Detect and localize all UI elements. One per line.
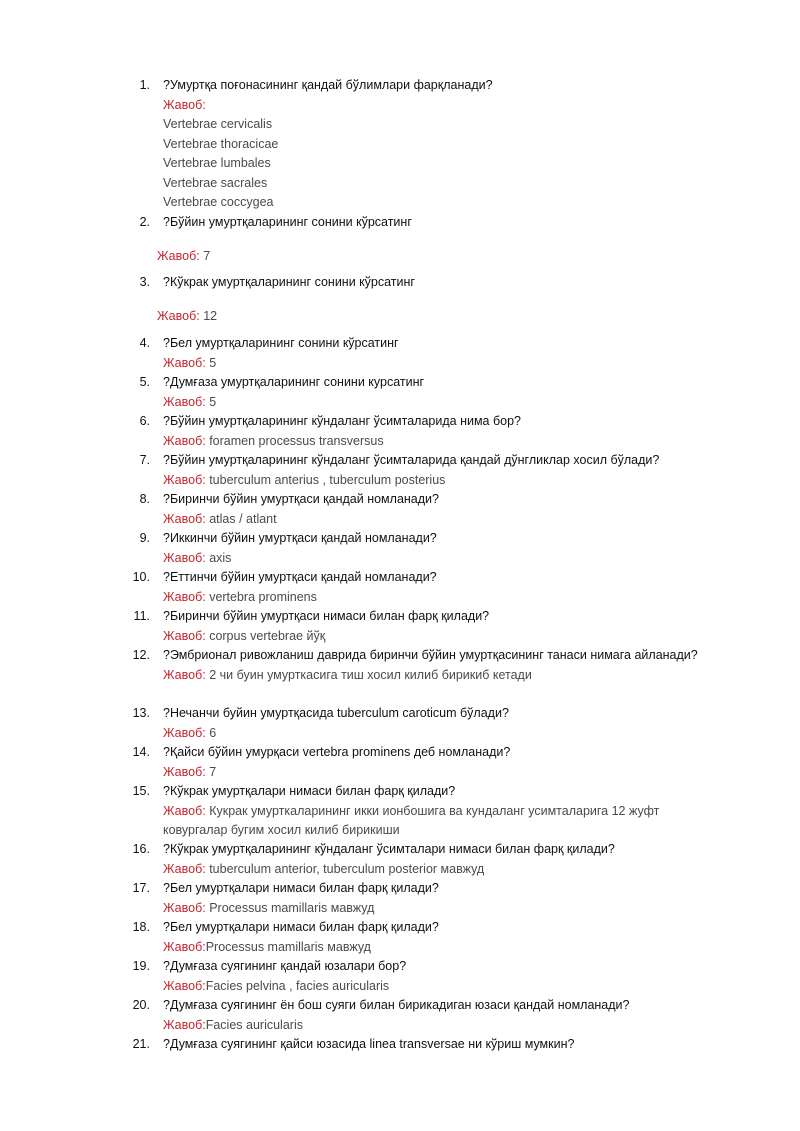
question-text: ?Бел умуртқаларининг сонини кўрсатинг — [163, 336, 399, 350]
question-body — [157, 213, 723, 266]
answer-line — [163, 802, 723, 841]
answer-value: vertebra prominens — [205, 589, 317, 604]
answer-line — [157, 247, 723, 267]
question-text: ?Биринчи бўйин умуртқаси қандай номланади? — [163, 492, 439, 506]
answer-line — [163, 627, 723, 647]
question-text: ?Иккинчи бўйин умуртқаси қандай номланади? — [163, 531, 437, 545]
answer-label: Жавоб: — [163, 433, 206, 448]
question-body — [163, 782, 723, 841]
question-body — [163, 957, 723, 996]
question-number: 15. — [132, 784, 150, 798]
question-body — [163, 840, 723, 879]
question-body — [163, 646, 723, 685]
answer-label: Жавоб: — [163, 939, 206, 954]
answer-value: tuberculum anterius , tuberculum posterius — [205, 472, 446, 487]
answer-value: 12 — [199, 308, 218, 323]
answer-label: Жавоб: — [163, 589, 206, 604]
question-text: ?Биринчи бўйин умуртқаси нимаси билан фарқ қилади? — [163, 609, 490, 623]
question-number: 16. — [132, 842, 150, 856]
question-body — [163, 704, 723, 743]
question-text: ?Кўкрак умуртқаларининг кўндаланг ўсимталари нимаси билан фарқ қилади? — [163, 842, 615, 856]
question-body — [163, 373, 723, 412]
question-number: 13. — [132, 706, 150, 720]
answer-value: 5 — [205, 394, 217, 409]
answer-line — [163, 666, 723, 686]
question-text: ?Қайси бўйин умурқаси vertebra prominens деб номланади? — [163, 745, 511, 759]
question-number: 11. — [133, 609, 150, 623]
answer-value: Processus mamillaris мавжуд — [205, 939, 371, 954]
answer-line — [163, 763, 723, 783]
question-number: 14. — [132, 745, 150, 759]
question-number: 17. — [132, 881, 150, 895]
question-text: ?Думғаза умуртқаларининг сонини курсатинг — [163, 375, 425, 389]
answer-value: corpus vertebrae йўқ — [205, 628, 326, 643]
answer-label: Жавоб: — [163, 355, 206, 370]
question-body — [163, 529, 723, 568]
answer-list-item: Vertebrae thoracicae — [163, 136, 279, 151]
answer-list-item: Vertebrae cervicalis — [163, 117, 273, 131]
answer-value: Facies auricularis — [205, 1017, 303, 1032]
question-text: ?Кўкрак умуртқалари нимаси билан фарқ қилади? — [163, 784, 456, 798]
question-number: 7. — [139, 453, 150, 467]
answer-label: Жавоб: — [163, 472, 206, 487]
question-text: ?Нечанчи буйин умуртқасида tuberculum caroticum бўлади? — [163, 706, 509, 720]
answer-label: Жавоб: — [163, 861, 206, 876]
answer-line — [163, 354, 723, 374]
question-body — [163, 1035, 723, 1055]
question-body — [163, 918, 723, 957]
answer-list-item: Vertebrae lumbales — [163, 156, 271, 170]
question-text: ?Бўйин умуртқаларининг кўндаланг ўсимталарида нима бор? — [163, 414, 522, 428]
question-number: 6. — [139, 414, 150, 428]
answer-label: Жавоб: — [163, 1017, 206, 1032]
answer-value: 5 — [205, 355, 217, 370]
answer-label: Жавоб: — [163, 764, 206, 779]
answer-line — [163, 724, 723, 744]
question-text: ?Думғаза суягининг қандай юзалари бор? — [163, 959, 407, 973]
answer-value: atlas / atlant — [205, 511, 277, 526]
answer-label: Жавоб: — [163, 667, 206, 682]
answer-line — [163, 393, 723, 413]
answer-line — [163, 977, 723, 997]
question-number: 1. — [139, 78, 150, 92]
answer-line — [157, 307, 723, 327]
question-body — [163, 76, 723, 213]
question-body — [163, 568, 723, 607]
answer-label: Жавоб: — [157, 308, 200, 323]
answer-list-item: Vertebrae sacrales — [163, 175, 268, 190]
question-text: ?Кўкрак умуртқаларининг сонини кўрсатинг — [163, 275, 415, 289]
question-body — [163, 607, 723, 646]
answer-label: Жавоб: — [157, 248, 200, 263]
answer-value: tuberculum anterior, tuberculum posterior мавжуд — [205, 861, 485, 876]
question-body — [163, 996, 723, 1035]
answer-label: Жавоб: — [163, 511, 206, 526]
question-body — [157, 273, 723, 326]
answer-line — [163, 96, 723, 116]
question-number: 4. — [139, 336, 150, 350]
answer-value: foramen processus transversus — [205, 433, 384, 448]
question-body — [163, 451, 723, 490]
answer-list-item: Vertebrae coccygea — [163, 195, 274, 209]
question-body — [163, 879, 723, 918]
answer-line — [163, 510, 723, 530]
question-text: ?Эмбрионал ривожланиш даврида биринчи бўйин умуртқасининг танаси нимага айланади? — [163, 648, 698, 662]
question-number: 2. — [139, 215, 150, 229]
question-text: ?Бел умуртқалари нимаси билан фарқ қилади? — [163, 920, 439, 934]
question-text: ?Еттинчи бўйин умуртқаси қандай номланади? — [163, 570, 437, 584]
answer-line — [163, 938, 723, 958]
answer-value: 6 — [205, 725, 217, 740]
question-number: 9. — [139, 531, 150, 545]
answer-value: Processus mamillaris мавжуд — [205, 900, 375, 915]
question-number: 18. — [132, 920, 150, 934]
answer-label: Жавоб: — [163, 803, 206, 818]
question-number: 8. — [139, 492, 150, 506]
answer-label: Жавоб: — [163, 550, 206, 565]
answer-value: 2 чи буин умурткасига тиш хосил килиб бирикиб кетади — [205, 667, 532, 682]
question-text: ?Думғаза суягининг ён бош суяги билан бирикадиган юзаси қандай номланади? — [163, 998, 630, 1012]
answer-line — [163, 899, 723, 919]
question-body — [163, 412, 723, 451]
question-number: 10. — [132, 570, 150, 584]
answer-line — [163, 1016, 723, 1036]
answer-label: Жавоб: — [163, 97, 206, 112]
question-number: 5. — [139, 375, 150, 389]
question-text: ?Бўйин умуртқаларининг кўндаланг ўсимталарида қандай дўнгликлар хосил бўлади? — [163, 453, 660, 467]
answer-label: Жавоб: — [163, 900, 206, 915]
answer-value: Кукрак умурткаларининг икки ионбошига ва кундаланг усимталарига 12 жуфт ковургалар бугим хосил килиб бирикиши — [163, 803, 660, 837]
answer-value: 7 — [205, 764, 217, 779]
question-number: 3. — [139, 275, 150, 289]
question-number: 21. — [132, 1037, 150, 1051]
question-text: ?Думғаза суягининг қайси юзасида linea transversae ни кўриш мумкин? — [163, 1037, 575, 1051]
question-body — [163, 490, 723, 529]
answer-value: Facies pelvina , facies auricularis — [205, 978, 390, 993]
question-number: 12. — [132, 648, 150, 662]
answer-value: axis — [205, 550, 232, 565]
question-text: ?Умуртқа поғонасининг қандай бўлимлари фарқланади? — [163, 78, 493, 92]
answer-line — [163, 549, 723, 569]
answer-label: Жавоб: — [163, 394, 206, 409]
question-text: ?Бўйин умуртқаларининг сонини кўрсатинг — [163, 215, 412, 229]
answer-line — [163, 432, 723, 452]
answer-line — [163, 471, 723, 491]
answer-label: Жавоб: — [163, 628, 206, 643]
answer-value: 7 — [199, 248, 211, 263]
answer-label: Жавоб: — [163, 978, 206, 993]
question-number: 19. — [132, 959, 150, 973]
answer-line — [163, 860, 723, 880]
question-number: 20. — [132, 998, 150, 1012]
answer-label: Жавоб: — [163, 725, 206, 740]
question-text: ?Бел умуртқалари нимаси билан фарқ қилади? — [163, 881, 439, 895]
question-body — [163, 743, 723, 782]
answer-line — [163, 588, 723, 608]
question-body — [163, 334, 723, 373]
